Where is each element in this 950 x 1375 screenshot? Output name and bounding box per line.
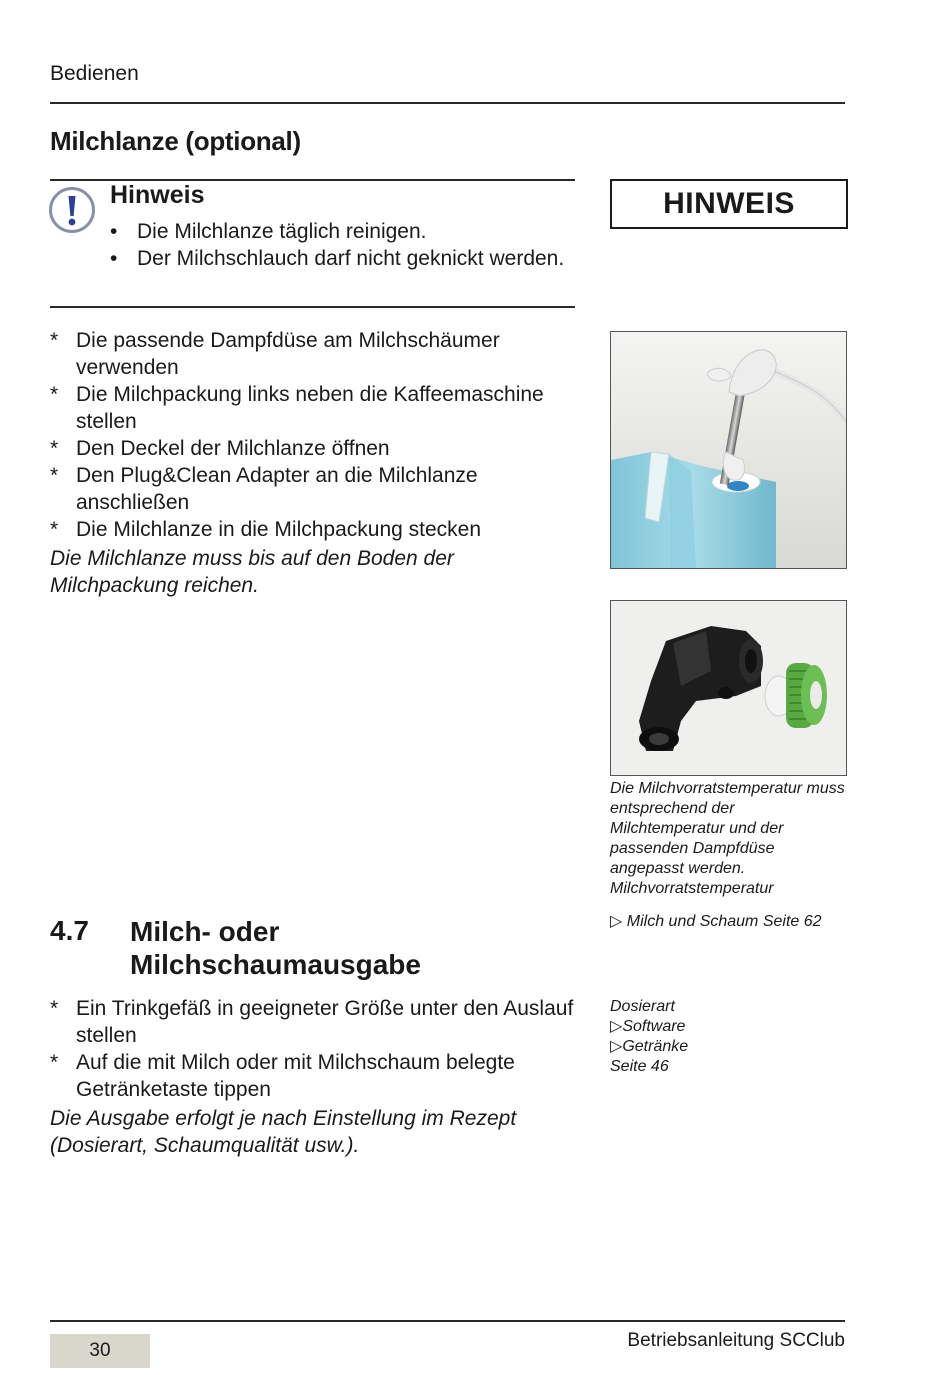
header-rule: [50, 102, 845, 104]
sidebar-caption: Die Milchvorratstemperatur muss entsprechend der Milchtemperatur und der passenden Dampfdüse angepasst werden. Milchvorratstemperatur: [610, 780, 845, 897]
note-item: • Die Milchlanze täglich reinigen.: [110, 218, 570, 245]
step-item: * Auf die mit Milch oder mit Milchschaum belegte Getränketaste tippen: [50, 1049, 580, 1103]
step-item: * Die Milchlanze in die Milchpackung stecken: [50, 516, 580, 543]
step-result-note: Die Ausgabe erfolgt je nach Einstellung im Rezept (Dosierart, Schaumqualität usw.).: [50, 1107, 517, 1157]
sidebar-dosier-reference: [610, 997, 850, 1077]
dosier-page: Seite 46: [610, 1058, 669, 1075]
note-heading: Hinweis: [110, 181, 205, 209]
step-item: * Ein Trinkgefäß in geeigneter Größe unter den Auslauf stellen: [50, 995, 580, 1049]
section-number: 4.7: [50, 915, 89, 946]
path-software[interactable]: Software: [622, 1018, 686, 1035]
section-title: Milchlanze (optional): [50, 126, 301, 156]
milk-lance-steps: [50, 327, 580, 543]
running-header: Bedienen: [50, 62, 139, 85]
hinweis-label-box: HINWEIS: [610, 179, 848, 229]
reference-link[interactable]: Milch und Schaum Seite 62: [626, 913, 822, 930]
page-number: 30: [50, 1334, 150, 1368]
path-getraenke[interactable]: Getränke: [622, 1038, 689, 1055]
milk-lance-in-carton-photo: [610, 331, 847, 569]
sidebar-reference: [610, 912, 850, 932]
note-bottom-rule: [50, 306, 575, 308]
exclamation-icon: [48, 186, 96, 234]
document-title: Betriebsanleitung SCClub: [627, 1330, 845, 1351]
footer-rule: [50, 1320, 845, 1322]
section-heading: Milch- oder Milchschaumausgabe: [130, 916, 421, 980]
note-list: [110, 218, 570, 272]
step-result-note: Die Milchlanze muss bis auf den Boden der Milchpackung reichen.: [50, 547, 454, 597]
step-item: * Die Milchpackung links neben die Kaffeemaschine stellen: [50, 381, 580, 435]
path-arrow-icon: ▷: [610, 1038, 623, 1055]
note-item: • Der Milchschlauch darf nicht geknickt werden.: [110, 245, 570, 272]
plug-clean-adapter-photo: [610, 600, 847, 776]
dosier-label: Dosierart: [610, 998, 675, 1015]
step-item: * Den Plug&Clean Adapter an die Milchlanze anschließen: [50, 462, 580, 516]
milk-dispense-steps: [50, 995, 580, 1103]
step-item: * Den Deckel der Milchlanze öffnen: [50, 435, 580, 462]
reference-arrow-icon: ▷: [610, 913, 623, 930]
step-item: * Die passende Dampfdüse am Milchschäumer verwenden: [50, 327, 580, 381]
path-arrow-icon: ▷: [610, 1018, 623, 1035]
